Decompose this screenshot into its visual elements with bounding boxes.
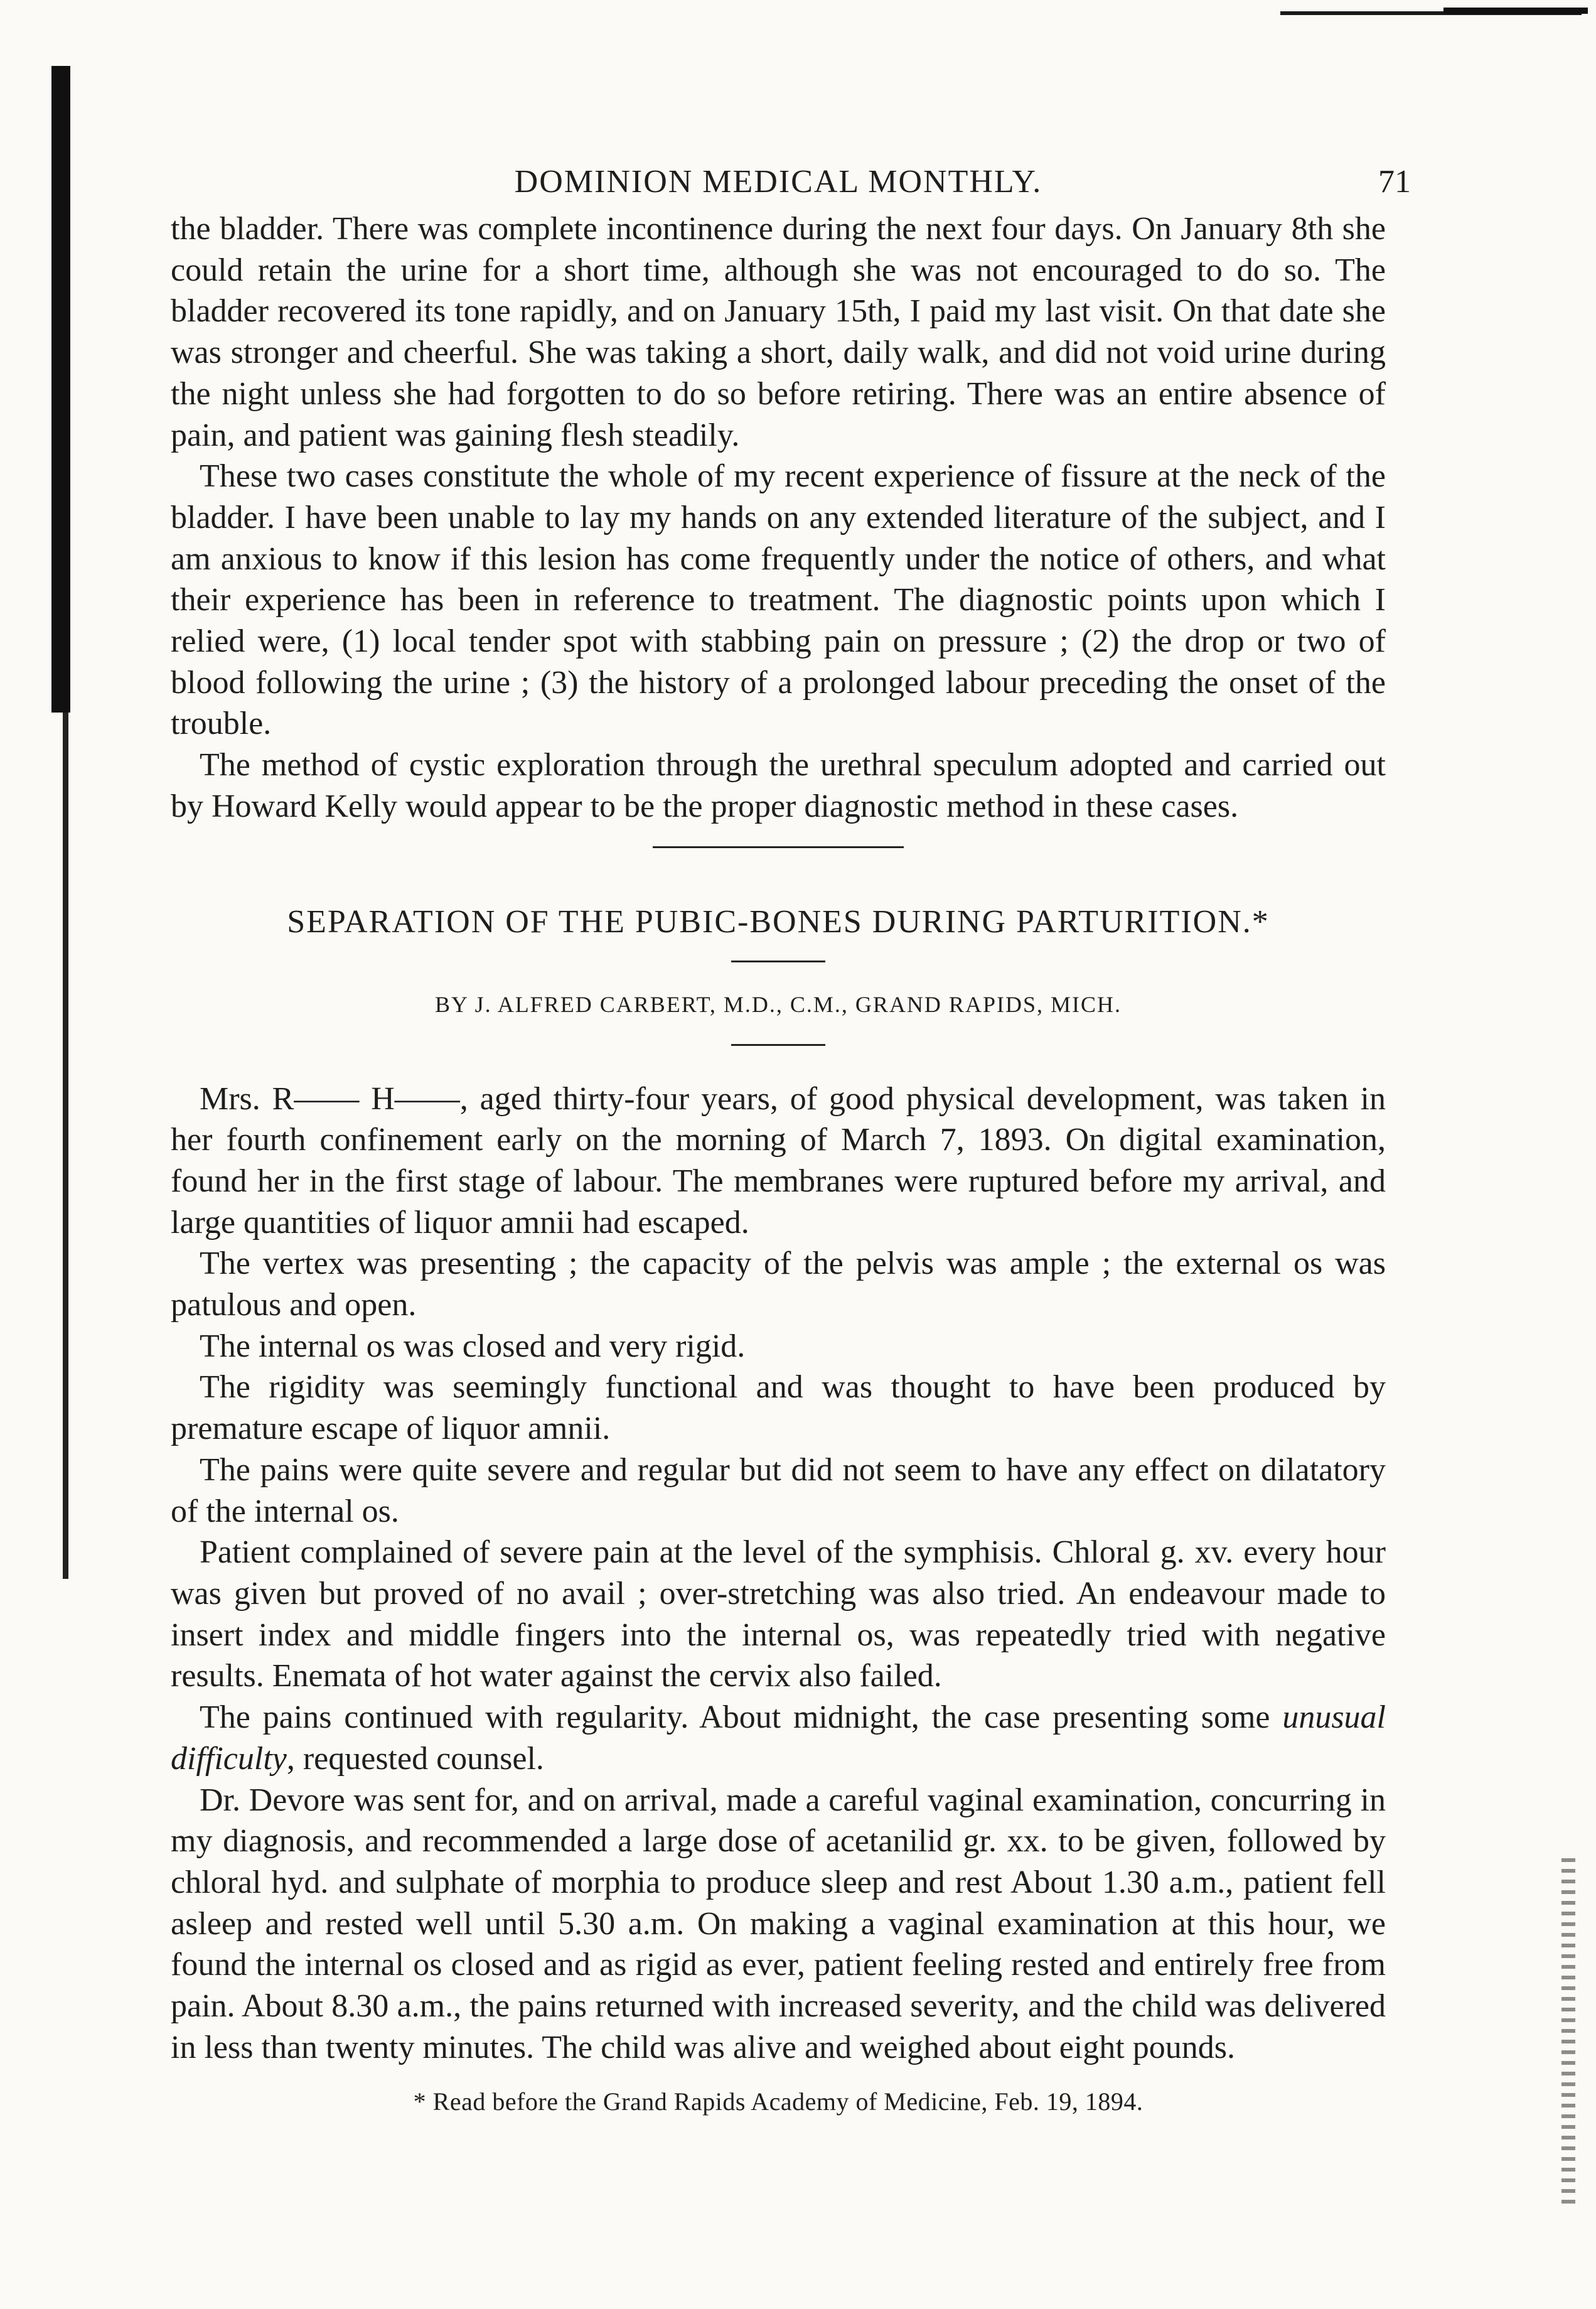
journal-page (171, 151, 1411, 2116)
scan-edge-mark-dark (1443, 8, 1588, 14)
body-paragraph: These two cases constitute the whole of my recent experience of fissure at the neck of the bladder. I have been unable to lay my hands on any extended literature of the subject, and I am anxious to know if this lesion has come frequently under the notice of others, and what their experience has been in reference to treatment. The diagnostic points upon which I relied were, (1) local tender spot with stabbing pain on pressure ; (2) the drop or two of blood following the urine ; (3) the history of a prolonged labour preceding the onset of the trouble. (171, 458, 1386, 742)
article-paragraph: Dr. Devore was sent for, and on arrival, made a careful vaginal examination, concurring in my diagnosis, and recommended a large dose of acetanilid gr. xx. to be given, followed by chloral hyd. and sulphate of morphia to produce sleep and rest About 1.30 a.m., patient fell asleep and rested well until 5.30 a.m. On making a vaginal examination at this hour, we found the internal os closed and as rigid as ever, patient feeling rested and entirely free from pain. About 8.30 a.m., the pains returned with increased severity, and the child was delivered in less than twenty minutes. The child was alive and weighed about eight pounds. (171, 1782, 1386, 2065)
scan-edge-noise (1561, 1858, 1575, 2210)
article-paragraph: The pains were quite severe and regular but did not seem to have any effect on dilatatory of the internal os. (171, 1451, 1386, 1529)
counsel-text-before: The pains continued with regularity. About midnight, the case presenting some (200, 1699, 1283, 1736)
body-paragraph: The method of cystic exploration through the urethral speculum adopted and carried out by Howard Kelly would appear to be the proper diagnostic method in these cases. (171, 747, 1386, 824)
counsel-text-after: , requested counsel. (286, 1740, 544, 1777)
article-paragraph: The rigidity was seemingly functional and was thought to have been produced by premature escape of liquor amnii. (171, 1369, 1386, 1447)
article-paragraph: Patient complained of severe pain at the level of the symphisis. Chloral g. xv. every hour was given but proved of no avail ; over-stretching was also tried. An endeavour made to insert index and middle fingers into the internal os, was repeatedly tried with negative results. Enemata of hot water against the cervix also failed. (171, 1534, 1386, 1694)
article-paragraph-counsel (171, 1697, 1386, 1779)
section-divider (653, 846, 904, 848)
italic-phrase: unusual difficulty (171, 1699, 1386, 1777)
article-title: SEPARATION OF THE PUBIC-BONES DURING PARTURITION.* (287, 903, 1270, 940)
scan-binding-shadow (51, 66, 70, 713)
article-paragraph: The vertex was presenting ; the capacity of the pelvis was ample ; the external os was patulous and open. (171, 1246, 1386, 1323)
scan-binding-shadow-lower (63, 713, 68, 1579)
page-number: 71 (1378, 164, 1411, 200)
footnote: * Read before the Grand Rapids Academy of Medicine, Feb. 19, 1894. (413, 2087, 1143, 2116)
continued-paragraph: the bladder. There was complete incontinence during the next four days. On January 8th she could retain the urine for a short time, although she was not encouraged to do so. The bladder recovered its tone rapidly, and on January 15th, I paid my last visit. On that date she was stronger and cheerful. She was taking a short, daily walk, and did not void urine during the night unless she had forgotten to do so before retiring. There was an entire absence of pain, and patient was gaining flesh steadily. (171, 211, 1386, 453)
article-paragraph: The internal os was closed and very rigid. (200, 1328, 746, 1364)
byline-rule (731, 1044, 825, 1046)
article-byline: BY J. ALFRED CARBERT, M.D., C.M., GRAND RAPIDS, MICH. (435, 991, 1122, 1017)
title-rule (731, 961, 825, 962)
running-head (171, 151, 1411, 208)
article-paragraph: Mrs. R—— H——, aged thirty-four years, of good physical development, was taken in her fourth confinement early on the morning of March 7, 1893. On digital examination, found her in the first stage of labour. The membranes were ruptured before my arrival, and large quantities of liquor amnii had escaped. (171, 1080, 1386, 1241)
running-title: DOMINION MEDICAL MONTHLY. (514, 164, 1042, 200)
